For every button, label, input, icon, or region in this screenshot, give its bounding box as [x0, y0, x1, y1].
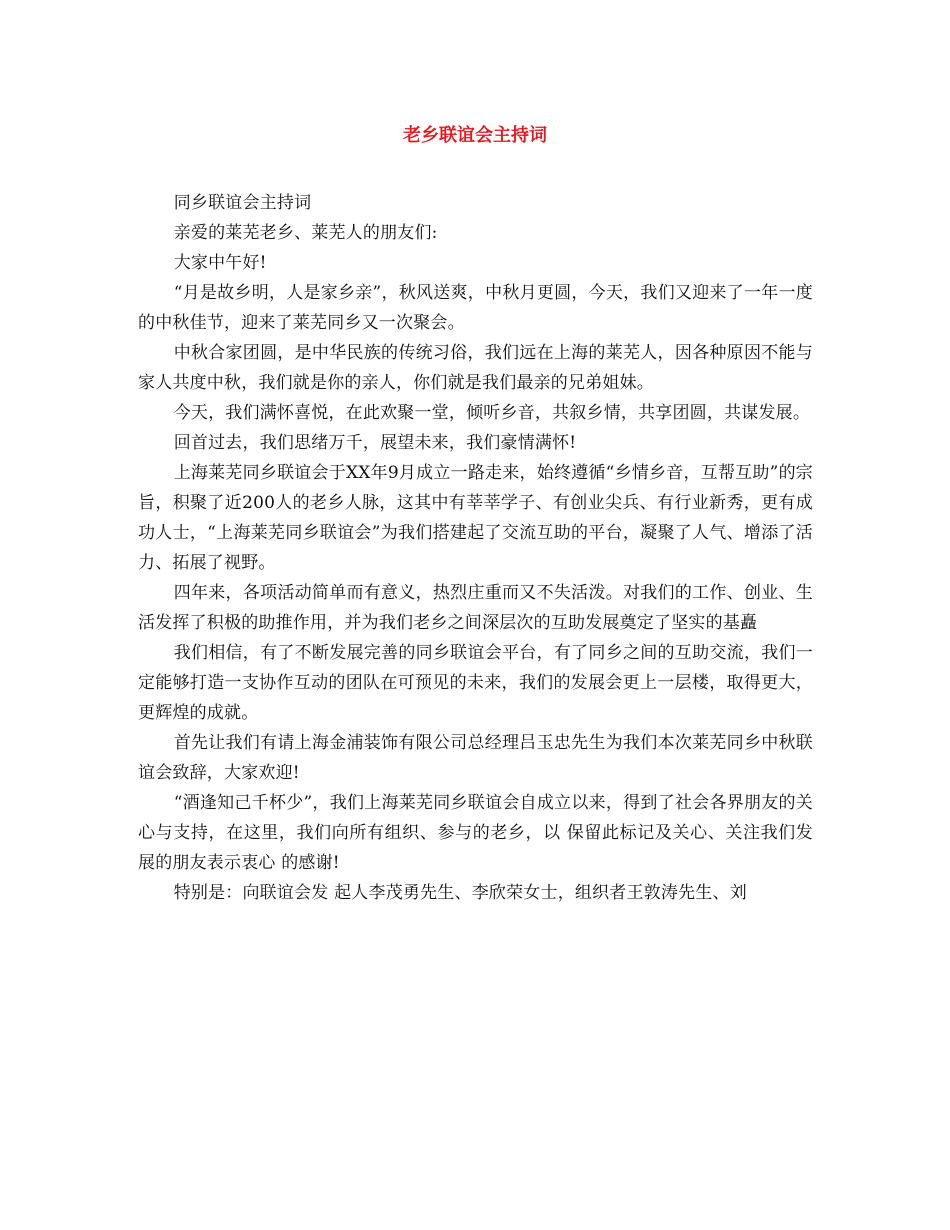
- body-paragraph: 回首过去，我们思绪万千，展望未来，我们豪情满怀!: [173, 433, 577, 453]
- body-paragraph: 同乡联谊会主持词: [173, 193, 312, 213]
- body-paragraph: 今天，我们满怀喜悦，在此欢聚一堂，倾听乡音，共叙乡情，共享团圆，共谋发展。: [173, 403, 811, 423]
- body-paragraph: 大家中午好!: [173, 253, 267, 273]
- body-paragraph: “酒逢知己千杯少”，我们上海莱芜同乡联谊会自成立以来，得到了社会各界朋友的关心与支持，在这里，我们向所有组织、参与的老乡，以 保留此标记及关心、关注我们发展的朋友表示衷心 的感谢!: [138, 793, 813, 873]
- body-paragraph: 我们相信，有了不断发展完善的同乡联谊会平台，有了同乡之间的互助交流，我们一定能够打造一支协作互动的团队在可预见的未来，我们的发展会更上一层楼，取得更大，更辉煌的成就。: [138, 643, 813, 723]
- body-paragraph: 四年来，各项活动简单而有意义，热烈庄重而又不失活泼。对我们的工作、创业、生活发挥了积极的助推作用，并为我们老乡之间深层次的互助发展奠定了坚实的基矗: [138, 583, 813, 633]
- body-paragraph: 特别是：向联谊会发 起人李茂勇先生、李欣荣女士，组织者王敦涛先生、刘: [173, 883, 747, 903]
- body-paragraph: 上海莱芜同乡联谊会于XX年9月成立一路走来，始终遵循“乡情乡音，互帮互助”的宗旨，积聚了近200人的老乡人脉，这其中有莘莘学子、有创业尖兵、有行业新秀，更有成功人士，“上海莱芜同乡联谊会”为我们搭建起了交流互助的平台，凝聚了人气、增添了活力、拓展了视野。: [138, 463, 813, 573]
- body-paragraph: 亲爱的莱芜老乡、莱芜人的朋友们:: [173, 223, 438, 243]
- body-paragraph: “月是故乡明，人是家乡亲”，秋风送爽，中秋月更圆，今天，我们又迎来了一年一度的中秋佳节，迎来了莱芜同乡又一次聚会。: [138, 283, 813, 333]
- body-paragraph: 首先让我们有请上海金浦装饰有限公司总经理吕玉忠先生为我们本次莱芜同乡中秋联谊会致辞，大家欢迎!: [138, 733, 813, 783]
- document-title: 老乡联谊会主持词: [403, 125, 547, 146]
- body-paragraph: 中秋合家团圆，是中华民族的传统习俗，我们远在上海的莱芜人，因各种原因不能与家人共度中秋，我们就是你的亲人，你们就是我们最亲的兄弟姐妹。: [138, 343, 813, 393]
- document-body: [138, 188, 813, 908]
